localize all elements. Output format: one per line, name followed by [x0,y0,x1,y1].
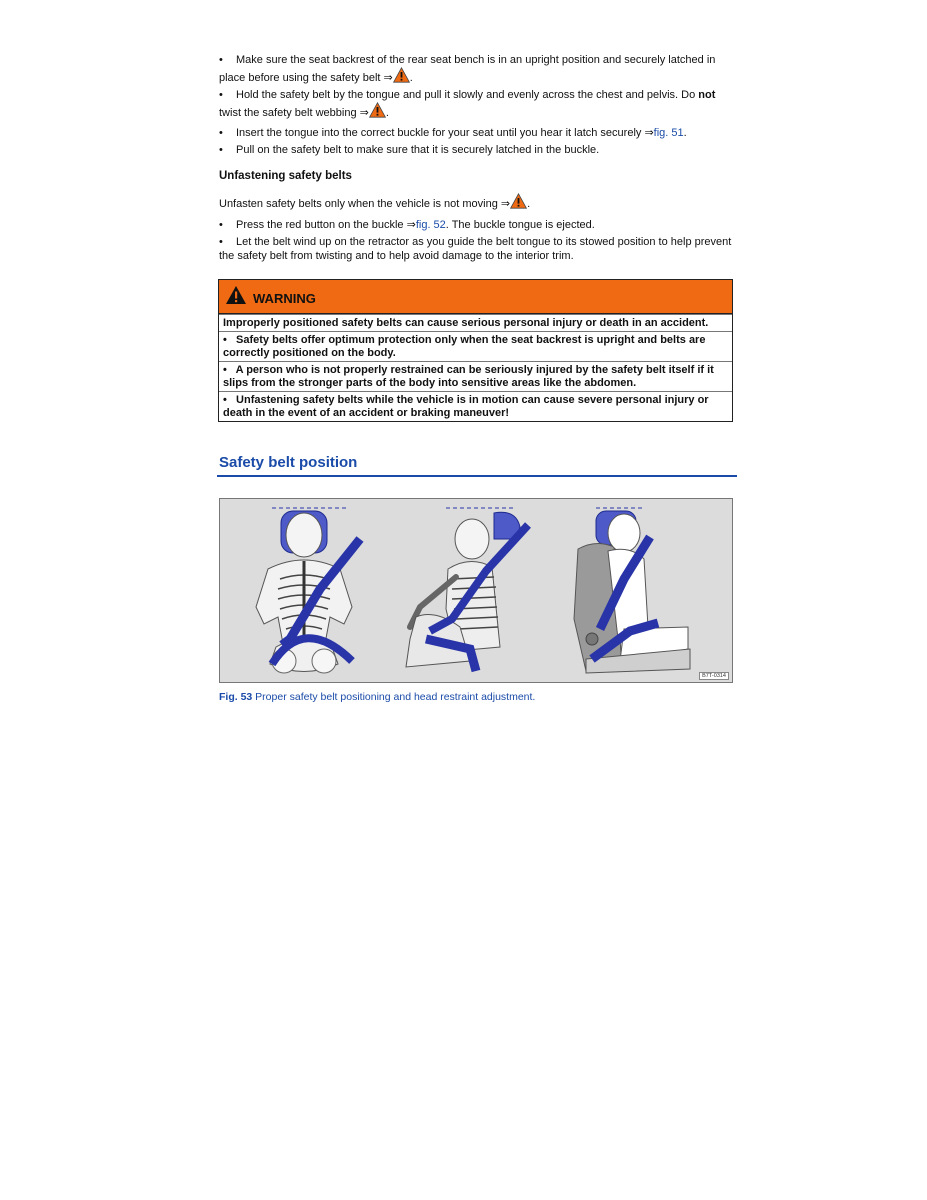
section-divider [217,475,737,477]
figure-caption: Fig. 53 Proper safety belt positioning and head restraint adjustment. [219,691,536,703]
warning-triangle-icon [369,102,386,118]
bullet-item: • Make sure the seat backrest of the rear seat bench is in an upright position and securely latched in place before using the safety belt ⇒ . [219,54,716,84]
instructions-top [219,53,735,157]
bullet-dot: • [219,219,223,231]
bullet-dot: • [219,89,223,101]
bullet-dot: • [219,127,223,139]
figure-code: B7T-0314 [699,672,729,680]
bullet-item: • Hold the safety belt by the tongue and pull it slowly and evenly across the chest and pelvis. Do not twist the safety belt webbing ⇒ . [219,89,716,119]
bullet-dot: • [219,236,223,248]
fig-51-link[interactable]: fig. 51 [653,127,684,139]
warning-header [219,280,732,314]
warning-title: WARNING [253,291,316,306]
figure-53 [219,498,733,683]
bullet-dot: • [219,54,223,66]
warning-box [218,279,733,422]
side-view-occupant [574,508,690,673]
unfasten-intro: Unfasten safety belts only when the vehicle is not moving ⇒ . [219,193,735,211]
bullet-dot: • [219,144,223,156]
bullet-item: • Pull on the safety belt to make sure that it is securely latched in the buckle. [219,144,600,156]
section-title: Safety belt position [219,454,358,471]
warning-triangle-icon [393,67,410,83]
seat-belt-illustration [220,499,732,682]
bullet-item: • Press the red button on the buckle ⇒fig. 52. The buckle tongue is ejected. [219,219,595,231]
front-view-figure [256,508,360,673]
warning-triangle-icon [510,193,527,209]
warning-item: • Safety belts offer optimum protection only when the seat backrest is upright and belts are correctly positioned on the body. [219,331,732,361]
bullet-item: • Let the belt wind up on the retractor as you guide the belt tongue to its stowed position to help prevent the safety belt from twisting and to help avoid damage to the interior trim. [219,236,732,262]
side-view-skeleton [406,508,528,671]
fig-52-link[interactable]: fig. 52 [415,219,446,231]
warning-item: • A person who is not properly restrained can be seriously injured by the safety belt itself if it slips from the stronger parts of the body into sensitive areas like the abdomen. [219,361,732,391]
bullet-item: • Insert the tongue into the correct buckle for your seat until you hear it latch securely ⇒fig. 51. [219,127,687,139]
unfasten-steps [219,218,735,263]
unfasten-heading: Unfastening safety belts [219,170,352,182]
warning-triangle-icon [225,285,247,305]
warning-item: • Unfastening safety belts while the vehicle is in motion can cause severe personal injury or death in the event of an accident or braking maneuver! [219,391,732,421]
warning-lead: Improperly positioned safety belts can cause serious personal injury or death in an accident. [219,314,732,331]
